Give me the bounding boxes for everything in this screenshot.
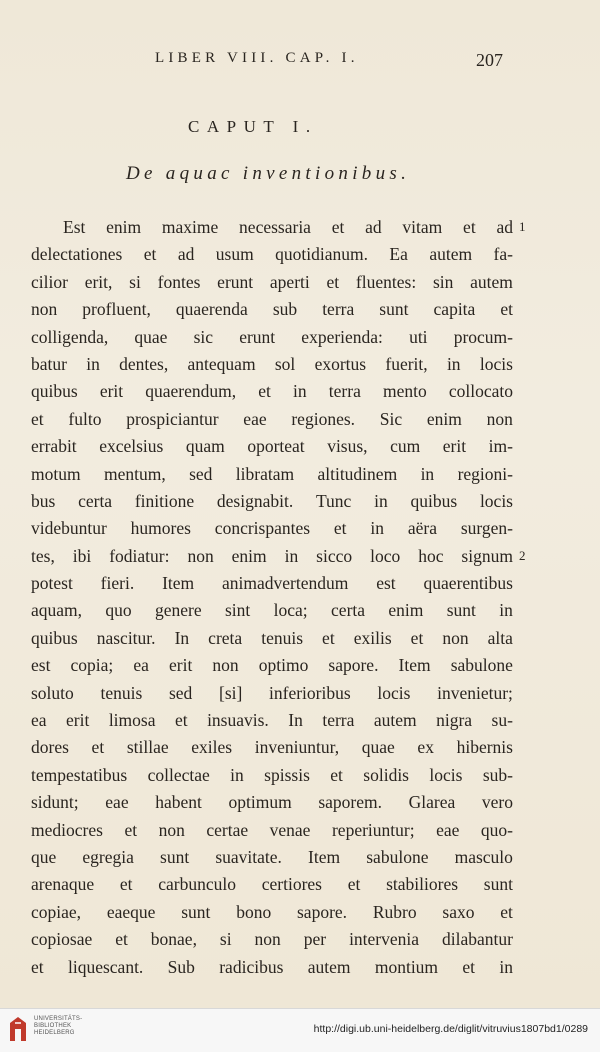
text-line: delectationes et ad usum quotidianum. Ea autem fa- bbox=[31, 244, 513, 265]
text-line: quibus erit quaerendum, et in terra mento collocato bbox=[31, 381, 513, 402]
margin-section-number: 1 bbox=[519, 219, 526, 234]
library-logo-icon bbox=[6, 1015, 30, 1043]
text-line: copiae, eaeque sunt bono sapore. Rubro saxo et bbox=[31, 901, 513, 922]
chapter-title: CAPUT I. bbox=[188, 117, 318, 136]
text-line: motum mentum, sed libratam altitudinem in regioni- bbox=[31, 463, 513, 484]
text-line: et liquescant. Sub radicibus autem montium et in bbox=[31, 956, 513, 977]
text-line: batur in dentes, antequam sol exortus fuerit, in locis bbox=[31, 353, 513, 374]
text-line: arenaque et carbunculo certiores et stabiliores sunt bbox=[31, 874, 513, 895]
text-line: non profluent, quaerenda sub terra sunt capita et bbox=[31, 299, 513, 320]
library-name-line: BIBLIOTHEK bbox=[34, 1023, 72, 1029]
text-line: copiosae et bonae, si non per intervenia dilabantur bbox=[31, 929, 513, 950]
text-line: videbuntur humores concrispantes et in aëra surgen- bbox=[31, 518, 513, 539]
library-name-line: HEIDELBERG bbox=[34, 1030, 75, 1036]
text-line: dores et stillae exiles inveniuntur, quae ex hibernis bbox=[31, 737, 513, 758]
footer-bar bbox=[0, 1008, 600, 1052]
text-line: sidunt; eae habent optimum saporem. Glarea vero bbox=[31, 792, 513, 813]
chapter-subtitle: De aquac inventionibus. bbox=[126, 163, 411, 184]
body-text bbox=[31, 214, 513, 981]
text-line: colligenda, quae sic erunt experienda: uti procum- bbox=[31, 326, 513, 347]
text-line: cilior erit, si fontes erunt aperti et fluentes: sin autem bbox=[31, 271, 513, 292]
running-head-title: LIBER VIII. CAP. I. bbox=[155, 50, 359, 66]
text-line: aquam, quo genere sint loca; certa enim sunt in bbox=[31, 600, 513, 621]
page-number: 207 bbox=[476, 50, 503, 70]
text-line: tes, ibi fodiatur: non enim in sicco loco hoc signum bbox=[31, 545, 513, 566]
text-line: mediocres et non certae venae reperiuntur; eae quo- bbox=[31, 819, 513, 840]
text-line: est copia; ea erit non optimo sapore. Item sabulone bbox=[31, 655, 513, 676]
text-line: errabit excelsius quam oporteat visus, cum erit im- bbox=[31, 436, 513, 457]
text-line: ea erit limosa et insuavis. In terra autem nigra su- bbox=[31, 710, 513, 731]
source-url-link[interactable]: http://digi.ub.uni-heidelberg.de/diglit/vitruvius1807bd1/0289 bbox=[313, 1023, 588, 1035]
text-line: tempestatibus collectae in spissis et solidis locis sub- bbox=[31, 764, 513, 785]
running-head bbox=[0, 50, 600, 74]
library-name-line: UNIVERSITÄTS- bbox=[34, 1016, 83, 1022]
margin-section-number: 2 bbox=[519, 548, 526, 563]
text-line: et fulto prospiciantur eae regiones. Sic enim non bbox=[31, 408, 513, 429]
text-line: Est enim maxime necessaria et ad vitam et ad bbox=[63, 217, 513, 237]
text-line: soluto tenuis sed [si] inferioribus locis invenietur; bbox=[31, 682, 513, 703]
library-name bbox=[34, 1016, 82, 1037]
text-line: que egregia sunt suavitate. Item sabulone masculo bbox=[31, 846, 513, 867]
text-line: potest fieri. Item animadvertendum est quaerentibus bbox=[31, 573, 513, 594]
text-line: bus certa finitione designabit. Tunc in quibus locis bbox=[31, 490, 513, 511]
text-line: quibus nascitur. In creta tenuis et exilis et non alta bbox=[31, 627, 513, 648]
